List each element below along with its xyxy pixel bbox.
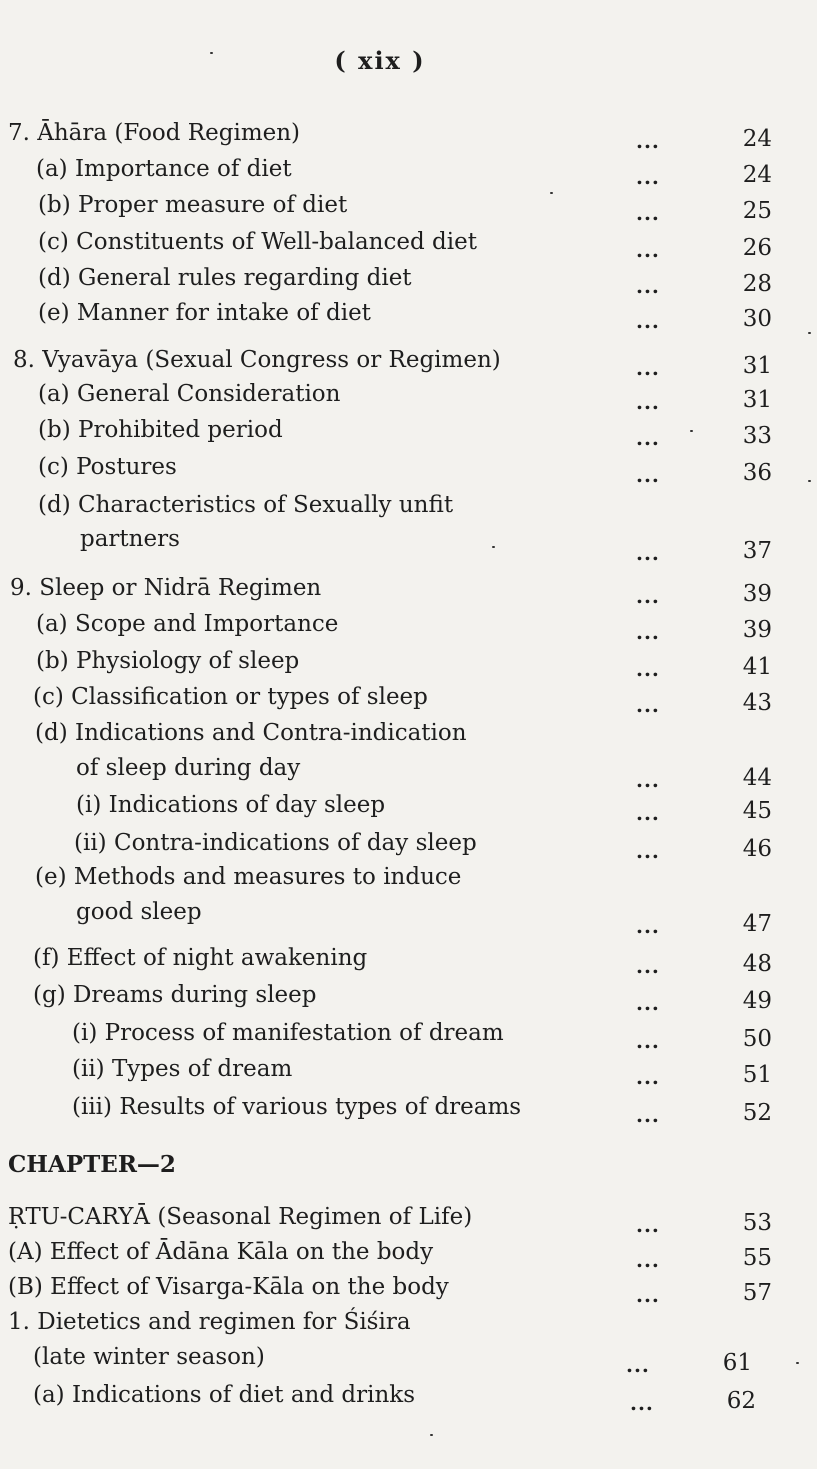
entry-title: 7. Āhāra (Food Regimen) — [8, 120, 301, 146]
chapter-heading — [0, 1150, 817, 1184]
leader-dots: ... — [636, 1065, 660, 1089]
scan-speck — [492, 546, 495, 548]
toc-entry — [0, 524, 817, 565]
leader-dots: ... — [630, 1391, 654, 1415]
page-number: 61 — [722, 1350, 752, 1376]
entry-title: of sleep during day — [76, 755, 301, 781]
page-number: 37 — [742, 538, 772, 564]
toc-entry — [0, 1380, 817, 1414]
leader-dots: ... — [636, 1213, 660, 1237]
scan-speck — [808, 480, 811, 482]
entry-title: (A) Effect of Ādāna Kāla on the body — [8, 1239, 434, 1265]
entry-title: (i) Indications of day sleep — [76, 792, 386, 818]
scan-speck — [808, 332, 811, 334]
entry-title: (b) Physiology of sleep — [36, 648, 300, 674]
leader-dots: ... — [636, 1103, 660, 1127]
toc-entry — [0, 1018, 817, 1052]
toc-entry — [0, 154, 817, 188]
page-number: 24 — [742, 162, 772, 188]
leader-dots: ... — [636, 768, 660, 792]
toc-entry — [0, 1092, 817, 1126]
leader-dots: ... — [636, 463, 660, 487]
toc-entry — [0, 452, 817, 486]
leader-dots: ... — [636, 620, 660, 644]
entry-title: (ii) Contra-indications of day sleep — [74, 830, 477, 856]
leader-dots: ... — [636, 129, 660, 153]
toc-entry — [0, 490, 817, 524]
entry-title: good sleep — [76, 899, 202, 925]
toc-entry — [0, 682, 817, 716]
page-number: 51 — [742, 1062, 772, 1088]
page-number: 39 — [742, 617, 772, 643]
entry-title: (b) Prohibited period — [38, 417, 283, 443]
leader-dots: ... — [636, 801, 660, 825]
leader-dots: ... — [636, 309, 660, 333]
entry-title: (ii) Types of dream — [72, 1056, 293, 1082]
leader-dots: ... — [636, 1029, 660, 1053]
entry-title: (a) General Consideration — [38, 381, 341, 407]
page-folio: ( xix ) — [334, 46, 426, 75]
leader-dots: ... — [636, 238, 660, 262]
toc-entry — [0, 573, 817, 607]
toc-entry — [0, 718, 817, 752]
entry-title: 9. Sleep or Nidrā Regimen — [10, 575, 322, 601]
entry-title: (f) Effect of night awakening — [33, 945, 368, 971]
leader-dots: ... — [636, 1248, 660, 1272]
leader-dots: ... — [636, 541, 660, 565]
leader-dots: ... — [636, 657, 660, 681]
toc-entry — [0, 790, 817, 824]
entry-title: (c) Postures — [38, 454, 177, 480]
leader-dots: ... — [626, 1353, 650, 1377]
toc-entry — [0, 118, 817, 152]
scan-speck — [430, 1434, 433, 1436]
toc-entry — [0, 1237, 817, 1271]
toc-entry — [0, 862, 817, 896]
leader-dots: ... — [636, 274, 660, 298]
leader-dots: ... — [636, 1283, 660, 1307]
entry-title: (a) Scope and Importance — [36, 611, 339, 637]
leader-dots: ... — [636, 426, 660, 450]
toc-entry — [0, 227, 817, 261]
entry-title: (e) Methods and measures to induce — [35, 864, 462, 890]
toc-entry — [0, 828, 817, 862]
toc-entry — [0, 1054, 817, 1088]
page-number: 47 — [742, 911, 772, 937]
toc-entry — [0, 1202, 817, 1236]
entry-title: (c) Constituents of Well-balanced diet — [38, 229, 477, 255]
page-number: 31 — [742, 353, 772, 379]
entry-title: (d) Indications and Contra-indication — [35, 720, 467, 746]
entry-title: partners — [80, 526, 180, 552]
entry-title: (d) Characteristics of Sexually unfit — [38, 492, 454, 518]
toc-entry — [0, 263, 817, 297]
page-number: 53 — [742, 1210, 772, 1236]
page-number: 48 — [742, 951, 772, 977]
scan-speck — [550, 192, 553, 194]
leader-dots: ... — [636, 839, 660, 863]
entry-title: (i) Process of manifestation of dream — [72, 1020, 504, 1046]
entry-title: 1. Dietetics and regimen for Śiśira — [8, 1309, 411, 1335]
entry-title: (a) Indications of diet and drinks — [33, 1382, 416, 1408]
page-number: 46 — [742, 836, 772, 862]
page-number: 30 — [742, 306, 772, 332]
leader-dots: ... — [636, 390, 660, 414]
entry-title: (a) Importance of diet — [36, 156, 292, 182]
scan-speck — [796, 1362, 799, 1364]
entry-title: (c) Classification or types of sleep — [33, 684, 428, 710]
page-number: 62 — [726, 1388, 756, 1414]
page-number: 41 — [742, 654, 772, 680]
toc-entry — [0, 980, 817, 1014]
page-number: 50 — [742, 1026, 772, 1052]
page-number: 39 — [742, 581, 772, 607]
toc-entry — [0, 646, 817, 680]
toc-entry — [0, 345, 817, 379]
page-number: 55 — [742, 1245, 772, 1271]
page-number: 43 — [742, 690, 772, 716]
page-number: 49 — [742, 988, 772, 1014]
page-number: 44 — [742, 765, 772, 791]
entry-title: (d) General rules regarding diet — [38, 265, 412, 291]
page-number: 28 — [742, 271, 772, 297]
toc-entry — [0, 897, 817, 938]
entry-title: (e) Manner for intake of diet — [38, 300, 371, 326]
toc-entry — [0, 609, 817, 643]
page-number: 52 — [742, 1100, 772, 1126]
leader-dots: ... — [636, 693, 660, 717]
chapter-title: CHAPTER—2 — [8, 1151, 176, 1178]
entry-title: (late winter season) — [33, 1344, 265, 1370]
leader-dots: ... — [636, 356, 660, 380]
page-number: 33 — [742, 423, 772, 449]
page-number: 26 — [742, 235, 772, 261]
page-number: 57 — [742, 1280, 772, 1306]
page-number: 45 — [742, 798, 772, 824]
page-number: 24 — [742, 126, 772, 152]
leader-dots: ... — [636, 914, 660, 938]
toc-entry — [0, 1342, 817, 1376]
entry-title: (b) Proper measure of diet — [38, 192, 348, 218]
entry-title: ṚTU-CARYĀ (Seasonal Regimen of Life) — [8, 1204, 473, 1230]
scan-speck — [690, 430, 693, 432]
leader-dots: ... — [636, 201, 660, 225]
leader-dots: ... — [636, 991, 660, 1015]
toc-entry — [0, 415, 817, 449]
scan-speck — [210, 52, 213, 54]
entry-title: (iii) Results of various types of dreams — [72, 1094, 522, 1120]
leader-dots: ... — [636, 165, 660, 189]
toc-entry — [0, 1307, 817, 1341]
entry-title: (g) Dreams during sleep — [33, 982, 317, 1008]
toc-entry — [0, 190, 817, 224]
page-number: 31 — [742, 387, 772, 413]
toc-entry — [0, 943, 817, 977]
toc-entry — [0, 298, 817, 332]
leader-dots: ... — [636, 584, 660, 608]
page-number: 36 — [742, 460, 772, 486]
entry-title: 8. Vyavāya (Sexual Congress or Regimen) — [13, 347, 501, 373]
toc-entry — [0, 379, 817, 413]
toc-entry — [0, 1272, 817, 1306]
toc-entry — [0, 753, 817, 792]
page-number: 25 — [742, 198, 772, 224]
entry-title: (B) Effect of Visarga-Kāla on the body — [8, 1274, 449, 1300]
leader-dots: ... — [636, 954, 660, 978]
